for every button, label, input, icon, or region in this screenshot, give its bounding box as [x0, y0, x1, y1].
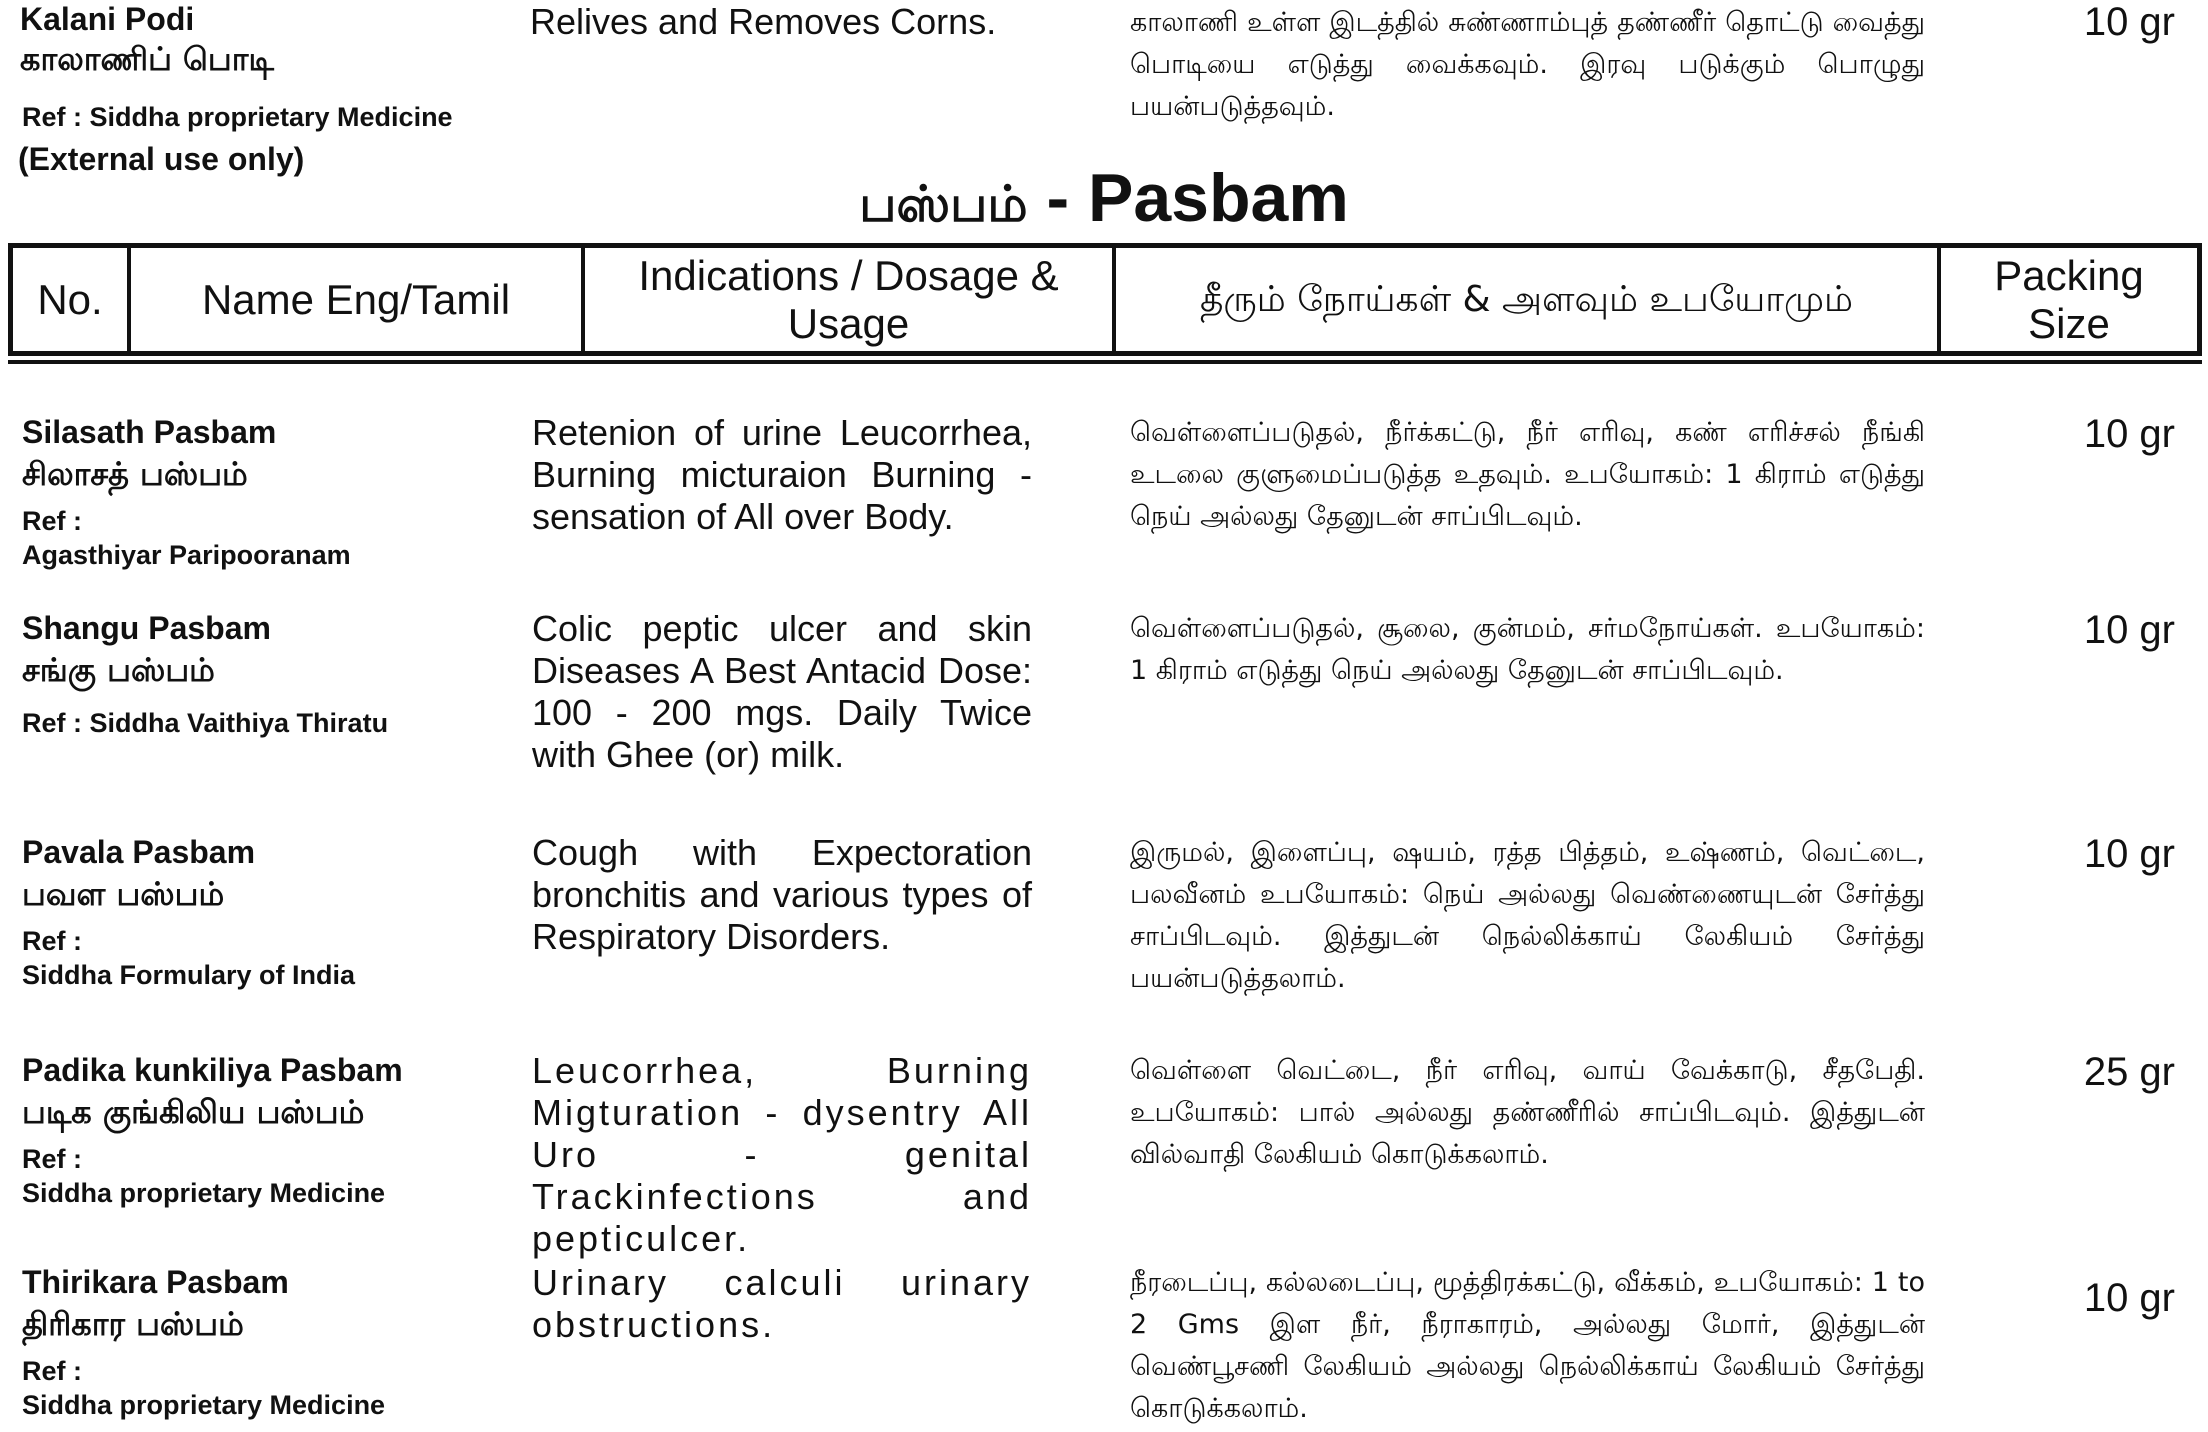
product-packing: 10 gr	[2083, 832, 2175, 876]
product-ref: Siddha proprietary Medicine	[22, 1390, 386, 1420]
product-packing: 10 gr	[2083, 608, 2175, 652]
header-underline	[8, 360, 2202, 364]
product-ref-label: Ref :	[22, 1144, 82, 1174]
header-col-no: No.	[13, 248, 131, 351]
product-name-ta: திரிகார பஸ்பம்	[22, 1305, 244, 1343]
product-name-en: Shangu Pasbam	[22, 610, 271, 646]
product-name-ta: பவள பஸ்பம்	[22, 875, 225, 913]
section-title-tamil: பஸ்பம்	[859, 175, 1028, 233]
product-name-cell	[22, 832, 502, 992]
product-name-cell	[22, 608, 502, 740]
product-packing: 10 gr	[2083, 1276, 2175, 1320]
product-tamil-usage: இருமல், இளைப்பு, ஷயம், ரத்த பித்தம், உஷ்ணம், வெட்டை, பலவீனம் உபயோகம்: நெய் அல்லது வெண்ணையுடன் சேர்த்து சாப்பிடவும். இத்துடன் நெல்லிக்காய் லேகியம் சேர்த்து பயன்படுத்தலாம்.	[1130, 837, 1925, 994]
section-title-separator: -	[1027, 160, 1088, 236]
top-entry-name-en: Kalani Podi	[20, 1, 195, 37]
product-indication: Urinary calculi urinary obstructions.	[532, 1262, 1032, 1345]
header-col-indications: Indications / Dosage & Usage	[585, 248, 1116, 351]
product-tamil-usage: வெள்ளைப்படுதல், நீர்க்கட்டு, நீர் எரிவு, கண் எரிச்சல் நீங்கி உடலை குளுமைப்படுத்த உதவும். உபயோகம்: 1 கிராம் எடுத்து நெய் அல்லது தேனுடன் சாப்பிடவும்.	[1130, 417, 1925, 532]
product-name-en: Padika kunkiliya Pasbam	[22, 1052, 403, 1088]
product-indication: Retenion of urine Leucorrhea, Burning micturaion Burning - sensation of All over Body.	[532, 412, 1032, 537]
product-name-en: Thirikara Pasbam	[22, 1264, 289, 1300]
product-name-en: Pavala Pasbam	[22, 834, 256, 870]
product-ref-label: Ref :	[22, 506, 82, 536]
product-indication: Colic peptic ulcer and skin Diseases A Best Antacid Dose: 100 - 200 mgs. Daily Twice with Ghee (or) milk.	[532, 608, 1032, 775]
table-header	[8, 243, 2202, 356]
product-ref: Siddha Formulary of India	[22, 960, 356, 990]
header-col-packing: Packing Size	[1994, 251, 2144, 347]
product-tamil-usage: நீரடைப்பு, கல்லடைப்பு, மூத்திரக்கட்டு, வீக்கம், உபயோகம்: 1 to 2 Gms இள நீர், நீராகாரம், அல்லது மோர், இத்துடன் வெண்பூசணி லேகியம் அல்லது நெல்லிக்காய் லேகியம் சேர்த்து கொடுக்கலாம்.	[1130, 1267, 1925, 1424]
top-entry-name-ta: காலாணிப் பொடி	[20, 40, 274, 78]
top-entry-tamil-usage: காலாணி உள்ள இடத்தில் சுண்ணாம்புத் தண்ணீர் தொட்டு வைத்து பொடியை எடுத்து வைக்கவும். இரவு படுக்கும் பொழுது பயன்படுத்தவும்.	[1130, 7, 1925, 122]
product-ref-label: Ref :	[22, 1356, 82, 1386]
top-entry-packing: 10 gr	[2083, 0, 2175, 44]
product-name-cell	[22, 1050, 502, 1210]
product-name-cell	[22, 1262, 502, 1422]
product-packing: 25 gr	[2083, 1050, 2175, 1094]
product-name-ta: படிக குங்கிலிய பஸ்பம்	[22, 1093, 365, 1131]
product-packing: 10 gr	[2083, 412, 2175, 456]
product-indication: Cough with Expectoration bronchitis and various types of Respiratory Disorders.	[532, 832, 1032, 957]
section-title	[0, 158, 2208, 244]
header-col-name: Name Eng/Tamil	[131, 248, 585, 351]
top-entry-indication: Relives and Removes Corns.	[530, 1, 997, 42]
product-indication: Leucorrhea, Burning Migturation - dysentry All Uro - genital Trackinfections and pepticulcer.	[532, 1050, 1032, 1259]
product-ref: Agasthiyar Paripooranam	[22, 540, 351, 570]
product-name-en: Silasath Pasbam	[22, 414, 277, 450]
product-name-ta: சங்கு பஸ்பம்	[22, 651, 215, 689]
product-ref: Siddha proprietary Medicine	[22, 1178, 386, 1208]
product-tamil-usage: வெள்ளைப்படுதல், சூலை, குன்மம், சர்மநோய்கள். உபயோகம்: 1 கிராம் எடுத்து நெய் அல்லது தேனுடன் சாப்பிடவும்.	[1130, 613, 1925, 686]
product-name-cell	[22, 412, 502, 572]
section-title-english: Pasbam	[1087, 160, 1349, 236]
top-entry-note: (External use only)	[18, 141, 305, 177]
product-ref-label: Ref :	[22, 926, 82, 956]
header-col-tamil: தீரும் நோய்கள் & அளவும் உபயோமும்	[1116, 248, 1941, 351]
product-name-ta: சிலாசத் பஸ்பம்	[22, 455, 248, 493]
product-ref: Ref : Siddha Vaithiya Thiratu	[22, 708, 389, 738]
top-entry-ref: Ref : Siddha proprietary Medicine	[22, 102, 453, 132]
product-tamil-usage: வெள்ளை வெட்டை, நீர் எரிவு, வாய் வேக்காடு, சீதபேதி. உபயோகம்: பால் அல்லது தண்ணீரில் சாப்பிடவும். இத்துடன் வில்வாதி லேகியம் கொடுக்கலாம்.	[1130, 1055, 1925, 1170]
